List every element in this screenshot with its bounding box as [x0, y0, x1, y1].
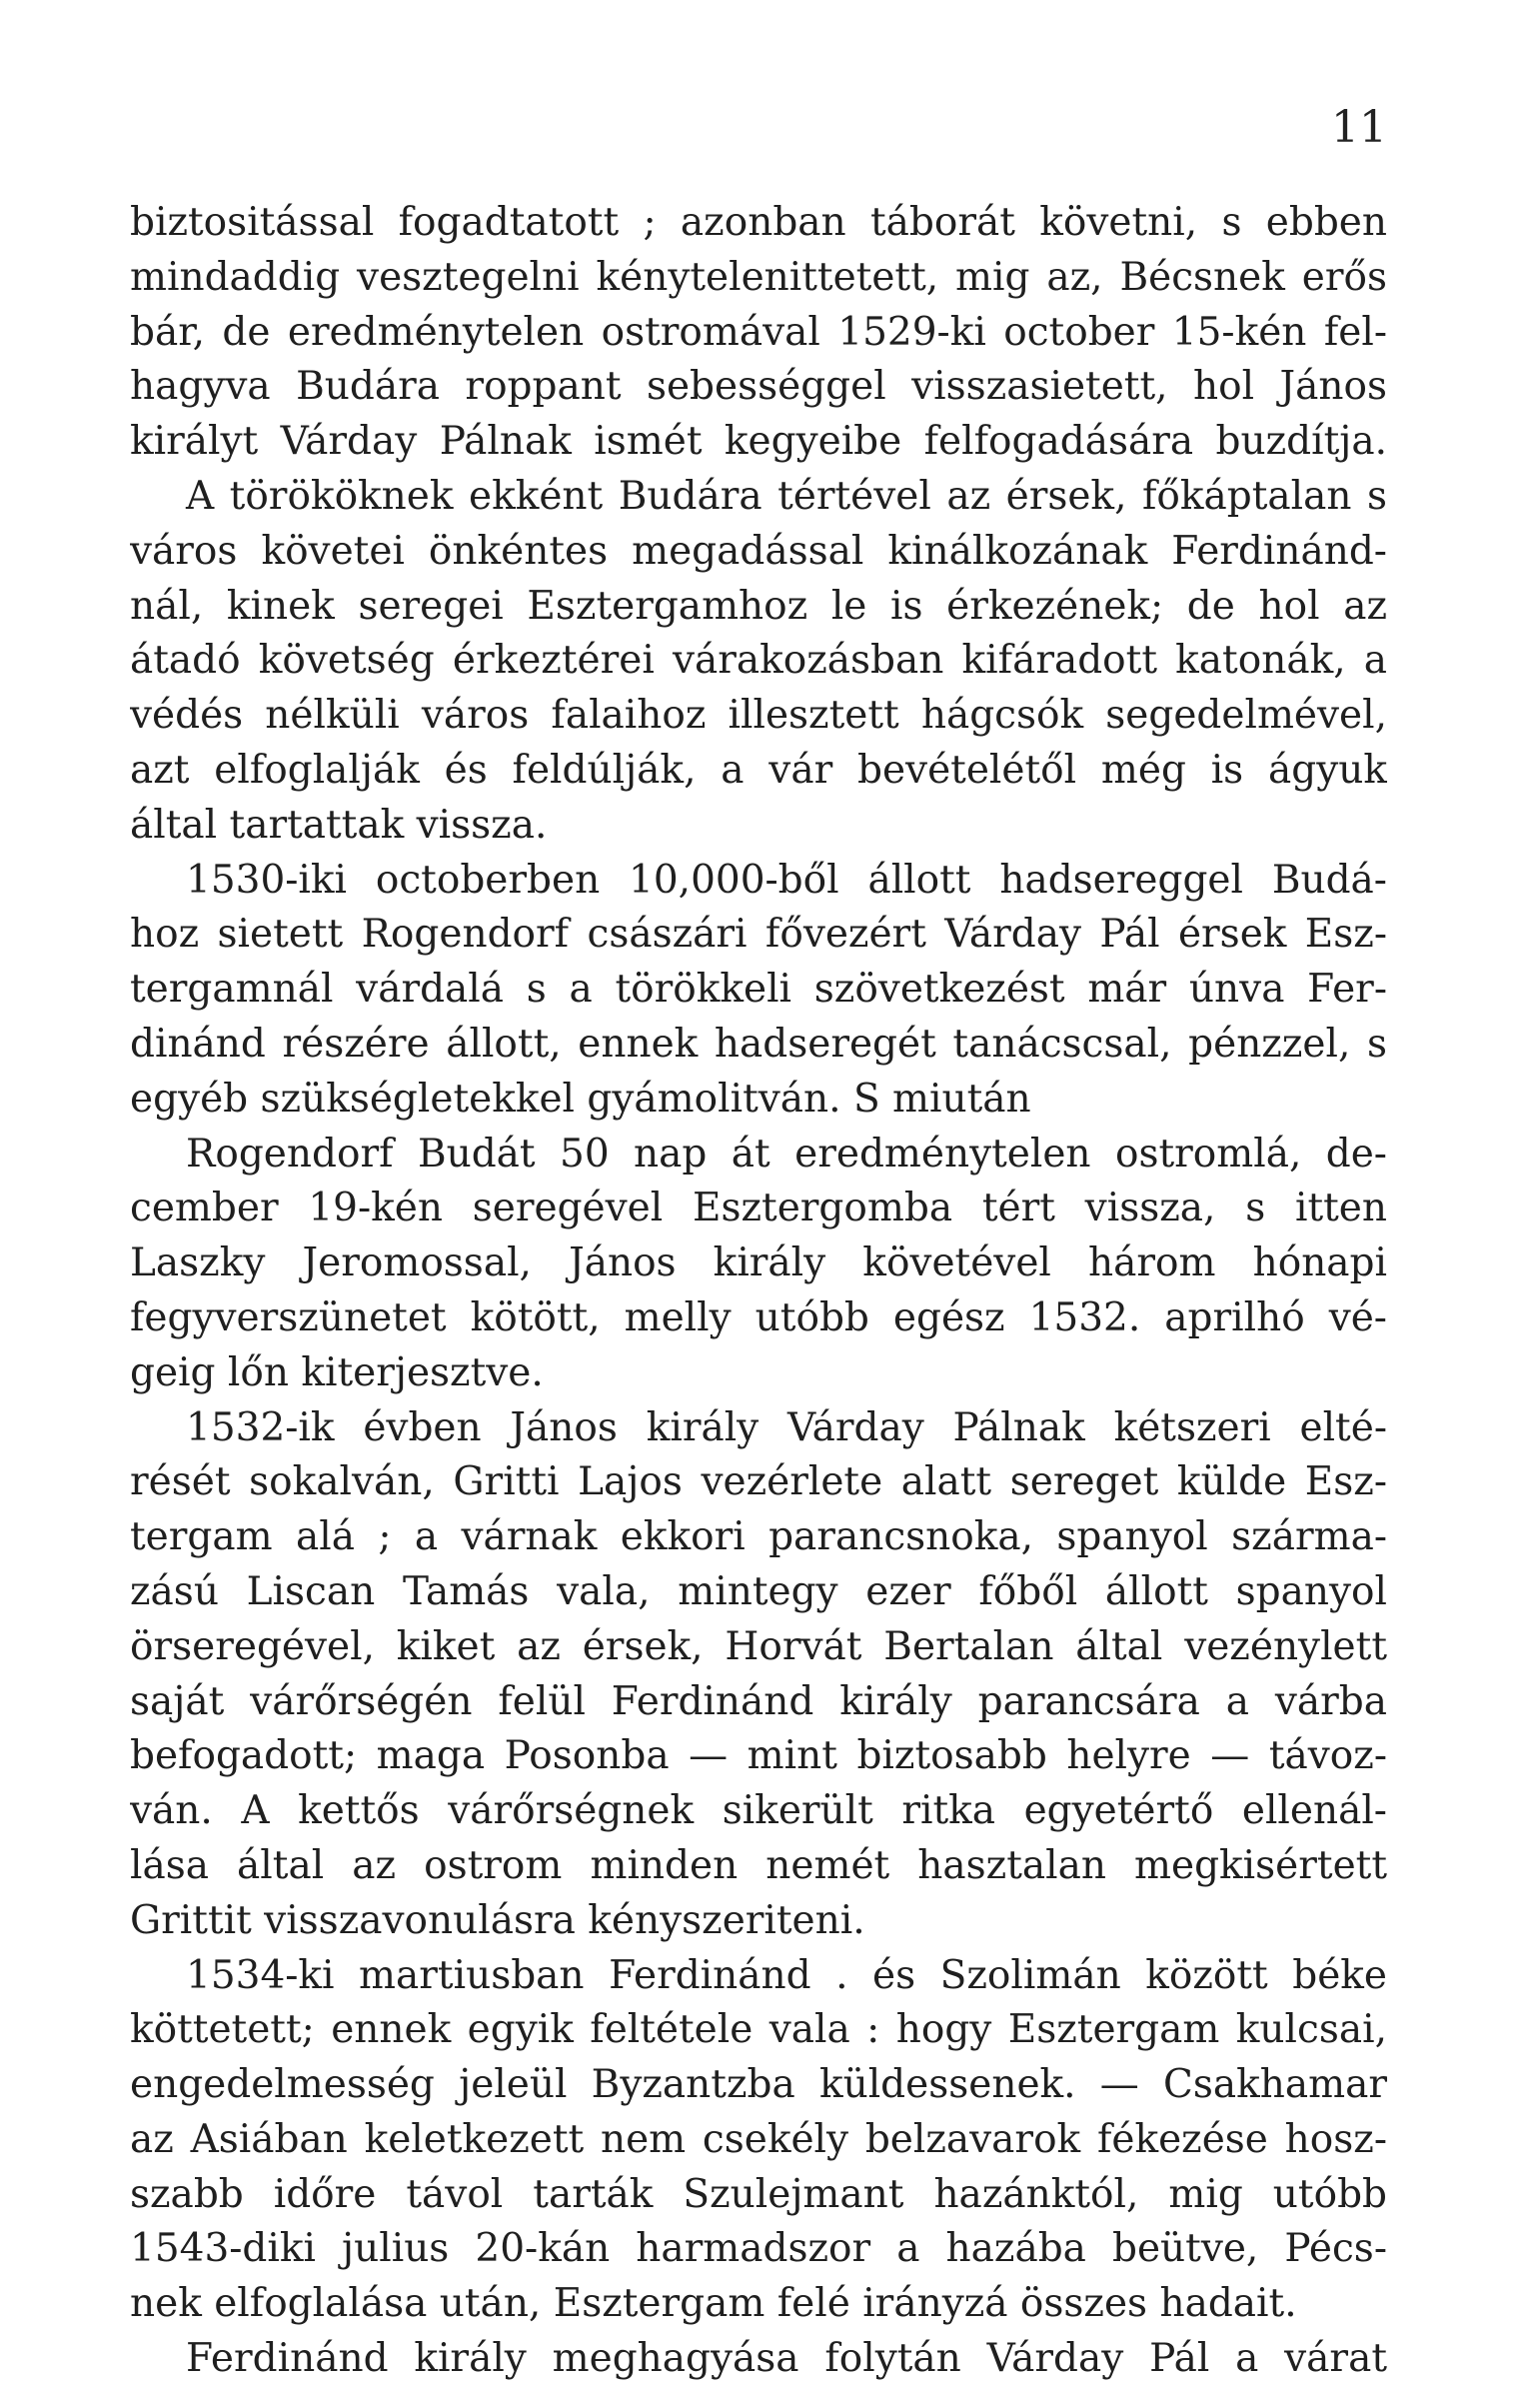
text-line: tergam alá ; a várnak ekkori parancsnoka, spanyol szárma-	[130, 1514, 1387, 1560]
text-line: fegyverszünetet kötött, melly utóbb egész 1532. aprilhó vé-	[130, 1294, 1387, 1340]
text-line: Rogendorf Budát 50 nap át eredménytelen ostromlá, de-	[186, 1131, 1387, 1177]
text-line: örseregével, kiket az érsek, Horvát Bertalan által vezénylett	[130, 1623, 1387, 1669]
text-line: dinánd részére állott, ennek hadseregét tanácscsal, pénzzel, s	[130, 1021, 1387, 1067]
text-line: cember 19-kén seregével Esztergomba tért vissza, s itten	[130, 1186, 1387, 1231]
text-line: 1530-iki octoberben 10,000-ből állott hadsereggel Budá-	[186, 857, 1387, 903]
text-line: hoz sietett Rogendorf császári fővezért Várday Pál érsek Esz-	[130, 912, 1387, 958]
text-line: zású Liscan Tamás vala, mintegy ezer főből állott spanyol	[130, 1568, 1387, 1614]
text-line: bár, de eredménytelen ostromával 1529-ki october 15-kén fel-	[130, 309, 1387, 355]
text-line: tergamnál várdalá s a törökkeli szövetkezést már únva Fer-	[130, 967, 1387, 1013]
text-line: azt elfoglalják és feldúlják, a vár bevételétől még is ágyuk	[130, 747, 1387, 793]
text-line: egyéb szükségletekkel gyámolitván. S miután	[130, 1076, 1031, 1122]
text-line: királyt Várday Pálnak ismét kegyeibe felfogadására buzdítja.	[130, 419, 1387, 465]
text-line: védés nélküli város falaihoz illesztett hágcsók segedelmével,	[130, 693, 1387, 739]
text-line: az Asiában keletkezett nem csekély belzavarok fékezése hosz-	[130, 2116, 1387, 2162]
text-line: által tartattak vissza.	[130, 802, 548, 848]
text-line: biztositással fogadtatott ; azonban táborát követni, s ebben	[130, 200, 1387, 245]
text-line: engedelmesség jeleül Byzantzba küldessenek. — Csakhamar	[130, 2062, 1387, 2108]
text-line: 1532-ik évben János király Várday Pálnak kétszeri elté-	[186, 1404, 1387, 1450]
text-line: Laszky Jeromossal, János király követével három hónapi	[130, 1240, 1387, 1286]
body-text	[130, 196, 1387, 2387]
text-line: rését sokalván, Gritti Lajos vezérlete alatt sereget külde Esz-	[130, 1459, 1387, 1505]
text-line: nek elfoglalása után, Esztergam felé irányzá összes hadait.	[130, 2281, 1297, 2327]
text-line: város követei önkéntes megadással kinálkozának Ferdinánd-	[130, 528, 1387, 574]
text-line: geig lőn kiterjesztve.	[130, 1349, 544, 1395]
text-line: Ferdinánd király meghagyása folytán Várday Pál a várat	[186, 2336, 1387, 2382]
text-line: mindaddig vesztegelni kénytelenittetett, mig az, Bécsnek erős	[130, 254, 1387, 300]
text-line: hagyva Budára roppant sebességgel visszasietett, hol János	[130, 364, 1387, 410]
text-line: 1543-diki julius 20-kán harmadszor a hazába beütve, Pécs-	[130, 2226, 1387, 2272]
text-line: köttetett; ennek egyik feltétele vala : hogy Esztergam kulcsai,	[130, 2007, 1387, 2053]
text-line: Grittit visszavonulásra kényszeriteni.	[130, 1897, 865, 1943]
text-line: 1534-ki martiusban Ferdinánd . és Szolimán között béke	[186, 1952, 1387, 1998]
text-line: átadó követség érkeztérei várakozásban kifáradott katonák, a	[130, 638, 1387, 684]
text-line: nál, kinek seregei Esztergamhoz le is érkezének; de hol az	[130, 583, 1387, 629]
text-line: szabb időre távol tarták Szulejmant hazánktól, mig utóbb	[130, 2171, 1387, 2217]
text-line: befogadott; maga Posonba — mint biztosabb helyre — távoz-	[130, 1733, 1387, 1779]
text-line: saját várőrségén felül Ferdinánd király parancsára a várba	[130, 1678, 1387, 1724]
text-line: lása által az ostrom minden nemét hasztalan megkisértett	[130, 1842, 1387, 1888]
text-line: A törököknek ekként Budára tértével az érsek, főkáptalan s	[186, 473, 1387, 519]
page-number: 11	[1331, 102, 1387, 153]
text-line: ván. A kettős várőrségnek sikerült ritka egyetértő ellenál-	[130, 1788, 1387, 1834]
